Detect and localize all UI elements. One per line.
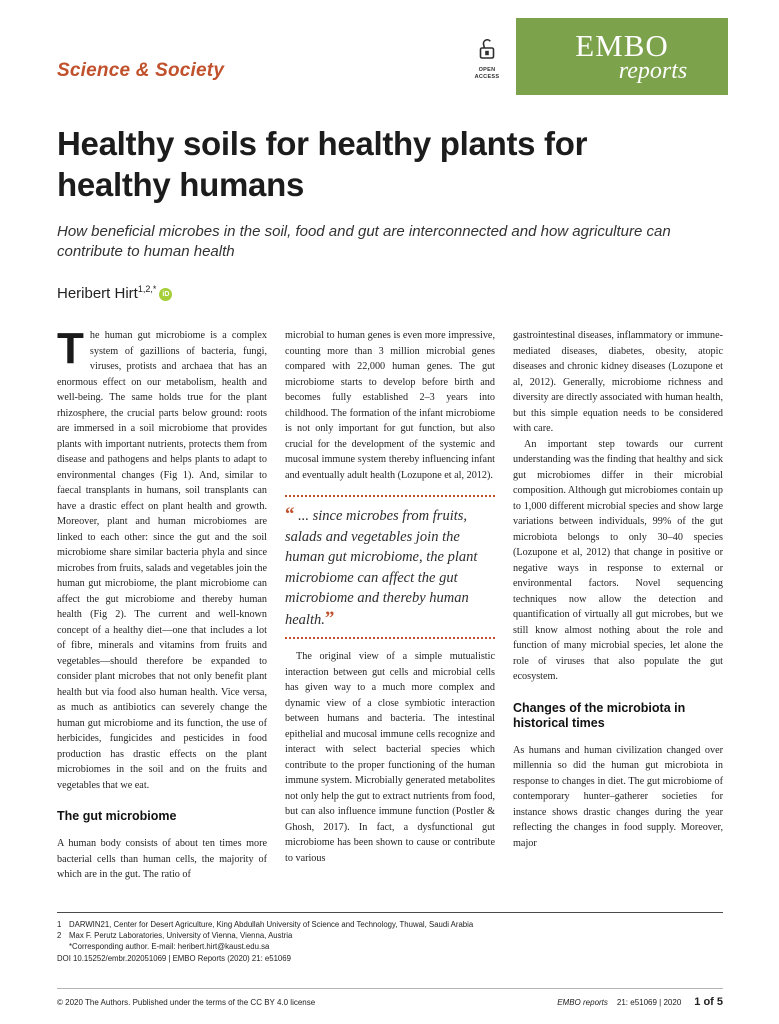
author-name: Heribert Hirt (57, 285, 138, 302)
author-line (57, 284, 172, 302)
page-number: 1 of 5 (694, 996, 723, 1008)
paragraph: The human gut microbiome is a complex system of gazillions of bacteria, fungi, viruses, protists and archaea that has an enormous effect on our metabolism, health and well-being. The same holds true for the plant rhizosphere, the crucial parts below ground: roots are immersed in a soil microbiome that provides plants with important nutrients, protects them from disease and pathogens and helps plants to adapt to environmental changes (Fig 1). And, similar to faecal transplants in humans, soil transplants can have a drastic effect on plant health and growth. Moreover, plant and human microbiomes are linked to each other: since the gut and the soil microbiome share similar bacteria phyla and since microbes from fruits, salads and vegetables join the human gut microbiome, the plant microbiome can affect the gut microbiome and thereby human health (Fig 2). The current and well-known concept of a healthy diet—one that includes a lot of fibre, minerals and vitamins from fruits and vegetables—should therefore be expanded to consider plant microbes that not only benefit plant health but via food also human health. Vice versa, as much as antibiotics can severely change the human gut microbiome and its function, the use of herbicides, fungicides and pesticides in food production has drastic effects on the plant microbiomes in the soil and on the fruits and vegetables that we eat. (57, 328, 267, 791)
article-standfirst: How beneficial microbes in the soil, food and gut are interconnected and how agriculture can contribute to human health (57, 223, 671, 261)
drop-cap: T (57, 328, 84, 373)
footer-citation-text: 21: e51069 | 2020 (616, 998, 682, 1007)
corresponding-author-note: *Corresponding author. E-mail: heribert.hirt@kaust.edu.sa (69, 942, 270, 952)
column-1 (57, 328, 267, 908)
pull-quote (285, 495, 495, 639)
article-body (57, 328, 723, 908)
footer-divider (57, 988, 723, 989)
open-access-label: OPEN ACCESS (474, 67, 500, 80)
article-category: Science & Society (57, 60, 225, 81)
embo-reports-logo (516, 18, 728, 95)
open-lock-icon (477, 47, 497, 64)
paragraph: microbial to human genes is even more impressive, counting more than 3 million microbial genes compared with 22,000 human genes. The gut microbiome starts to develop before birth and becomes fully established 2–3 years into childhood. The formation of the infant microbiome is not only important for gut function, but also crucial for the development of the systemic and mucosal immune system thereby influencing infant and eventually adult health (Lozupone et al, 2012). (285, 330, 495, 481)
paragraph: gastrointestinal diseases, inflammatory or immune-mediated diseases, diabetes, obesity, atopic diseases and chronic kidney diseases (Lozupone et al, 2012). Generally, microbiome richness and diversity are directly associated with human health, but this simple equation needs to be considered with care. (513, 330, 723, 434)
paragraph: An important step towards our current understanding was the finding that healthy and sick gut microbiomes differ in their microbial composition. Although gut microbiomes contain up to 1,000 different microbial species and show large variations between individuals, 99% of the gut microbiota belongs to only 30–40 species (Lozupone et al, 2012) that change in positive or negative ways in response to external or environmental factors. Novel sequencing techniques now allow the detection and quantification of virtually all gut microbes, but we still know almost nothing about the role and function of many microbial species, let alone the role of viruses that also populate the gut ecosystem. (513, 438, 723, 682)
doi-line: DOI 10.15252/embr.202051069 | EMBO Reports (2020) 21: e51069 (57, 954, 291, 964)
open-access-badge[interactable] (466, 38, 508, 81)
footer-citation (557, 996, 723, 1008)
footer-journal-name: EMBO reports (557, 998, 608, 1007)
paragraph: As humans and human civilization changed over millennia so did the human gut microbiota in response to changes in diet. The gut microbiome of contemporary hunter–gatherer societies for instance shows drastic changes during the year reflecting the changes in food supply. Moreover, major (513, 744, 723, 849)
paragraph: A human body consists of about ten times more bacterial cells than human cells, the majority of which are in the gut. The ratio of (57, 838, 267, 880)
open-quote-mark: “ (285, 504, 295, 525)
page-footer (57, 996, 723, 1008)
orcid-icon[interactable]: iD (159, 288, 172, 301)
affiliation-2: 2 Max F. Perutz Laboratories, University of Vienna, Vienna, Austria (57, 931, 293, 941)
author-affiliation-marks: 1,2,* (137, 284, 157, 294)
page-title: Healthy soils for healthy plants for healthy humans (57, 125, 588, 203)
footnotes (57, 919, 723, 964)
logo-title: EMBO (575, 28, 669, 63)
column-2 (285, 328, 495, 908)
section-heading-microbiota-history: Changes of the microbiota in historical times (513, 700, 686, 730)
column-3 (513, 328, 723, 908)
copyright-notice: © 2020 The Authors. Published under the terms of the CC BY 4.0 license (57, 998, 316, 1007)
corresponding-email-link[interactable]: heribert.hirt@kaust.edu.sa (177, 942, 270, 952)
logo-subtitle: reports (618, 58, 688, 84)
section-heading-gut-microbiome: The gut microbiome (57, 809, 177, 823)
paragraph: The original view of a simple mutualistic interaction between gut cells and microbial cells has given way to a much more complex and dynamic view of a close symbiotic interaction between humans and bacteria. The intestinal epithelial and mucosal immune cells recognize and interact with select bacterial species which contribute to the proper functioning of the human immune system. Microbially generated metabolites not only help the gut to extract nutrients from food, but can also influence immune function (Postler & Ghosh, 2017). In fact, a dysfunctional gut microbiome has been shown to cause or contribute to various (285, 651, 495, 864)
footnote-divider (57, 912, 723, 913)
pull-quote-text: ... since microbes from fruits, salads and vegetables join the human gut microbiome, the plant microbiome can affect the gut microbiome and thereby human health. (285, 508, 478, 628)
close-quote-mark: ” (324, 607, 335, 629)
affiliation-1: 1 DARWIN21, Center for Desert Agriculture, King Abdullah University of Science and Technology, Thuwal, Saudi Arabia (57, 920, 474, 929)
